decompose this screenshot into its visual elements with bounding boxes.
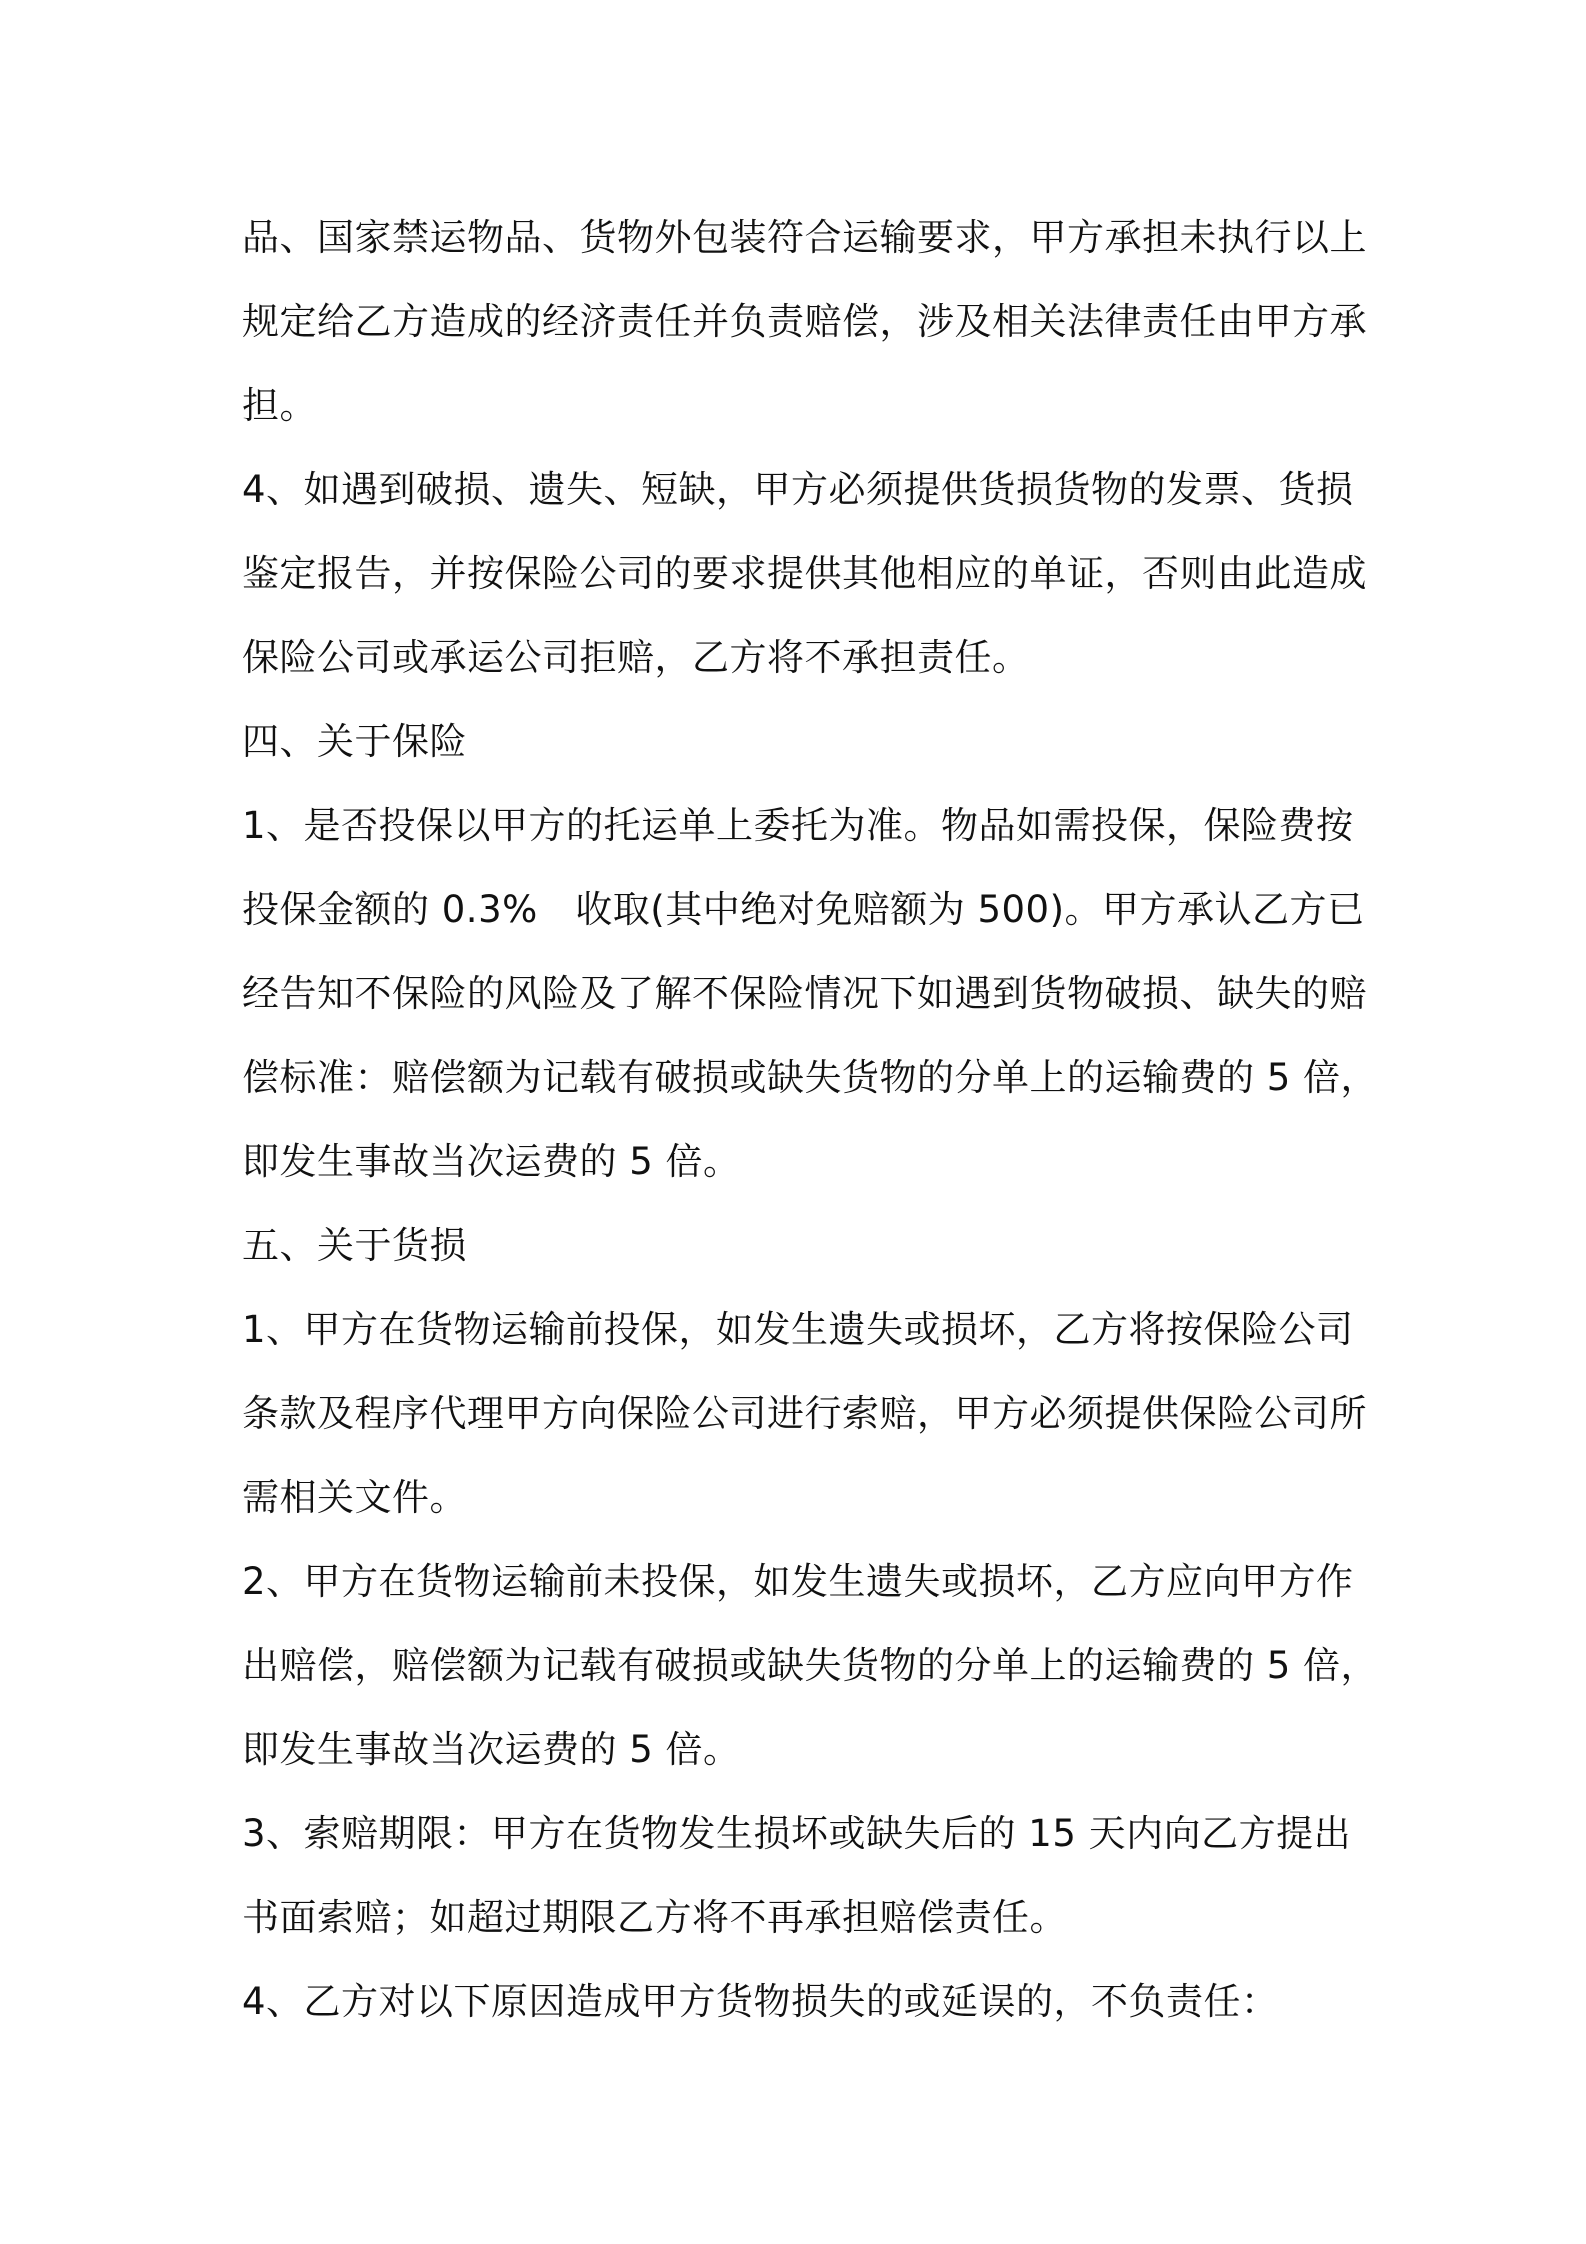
text-line: 1、甲方在货物运输前投保，如发生遗失或损坏，乙方将按保险公司 <box>242 1308 1354 1351</box>
text-line: 即发生事故当次运费的 5 倍。 <box>242 1728 741 1771</box>
text-line: 条款及程序代理甲方向保险公司进行索赔，甲方必须提供保险公司所 <box>242 1392 1367 1435</box>
text-line: 担。 <box>242 384 317 427</box>
text-line: 保险公司或承运公司拒赔，乙方将不承担责任。 <box>242 636 1030 679</box>
text-line: 4、乙方对以下原因造成甲方货物损失的或延误的，不负责任： <box>242 1980 1279 2023</box>
section-heading: 五、关于货损 <box>242 1224 467 1267</box>
text-line: 2、甲方在货物运输前未投保，如发生遗失或损坏，乙方应向甲方作 <box>242 1560 1354 1603</box>
text-line: 规定给乙方造成的经济责任并负责赔偿，涉及相关法律责任由甲方承 <box>242 300 1367 343</box>
section-heading: 四、关于保险 <box>242 720 467 763</box>
text-line: 需相关文件。 <box>242 1476 467 1519</box>
text-line: 鉴定报告，并按保险公司的要求提供其他相应的单证，否则由此造成 <box>242 552 1367 595</box>
text-line: 品、国家禁运物品、货物外包装符合运输要求，甲方承担未执行以上 <box>242 216 1367 259</box>
text-line: 3、索赔期限：甲方在货物发生损坏或缺失后的 15 天内向乙方提出 <box>242 1812 1352 1855</box>
text-line: 1、是否投保以甲方的托运单上委托为准。物品如需投保，保险费按 <box>242 804 1354 847</box>
text-line: 偿标准：赔偿额为记载有破损或缺失货物的分单上的运输费的 5 倍， <box>242 1056 1379 1099</box>
text-line: 4、如遇到破损、遗失、短缺，甲方必须提供货损货物的发票、货损 <box>242 468 1354 511</box>
text-line: 书面索赔；如超过期限乙方将不再承担赔偿责任。 <box>242 1896 1067 1939</box>
document-body <box>242 196 1379 2044</box>
text-line: 出赔偿，赔偿额为记载有破损或缺失货物的分单上的运输费的 5 倍， <box>242 1644 1379 1687</box>
text-line: 即发生事故当次运费的 5 倍。 <box>242 1140 741 1183</box>
text-line: 经告知不保险的风险及了解不保险情况下如遇到货物破损、缺失的赔 <box>242 972 1367 1015</box>
text-line: 投保金额的 0.3% 收取(其中绝对免赔额为 500)。甲方承认乙方已 <box>242 888 1365 931</box>
